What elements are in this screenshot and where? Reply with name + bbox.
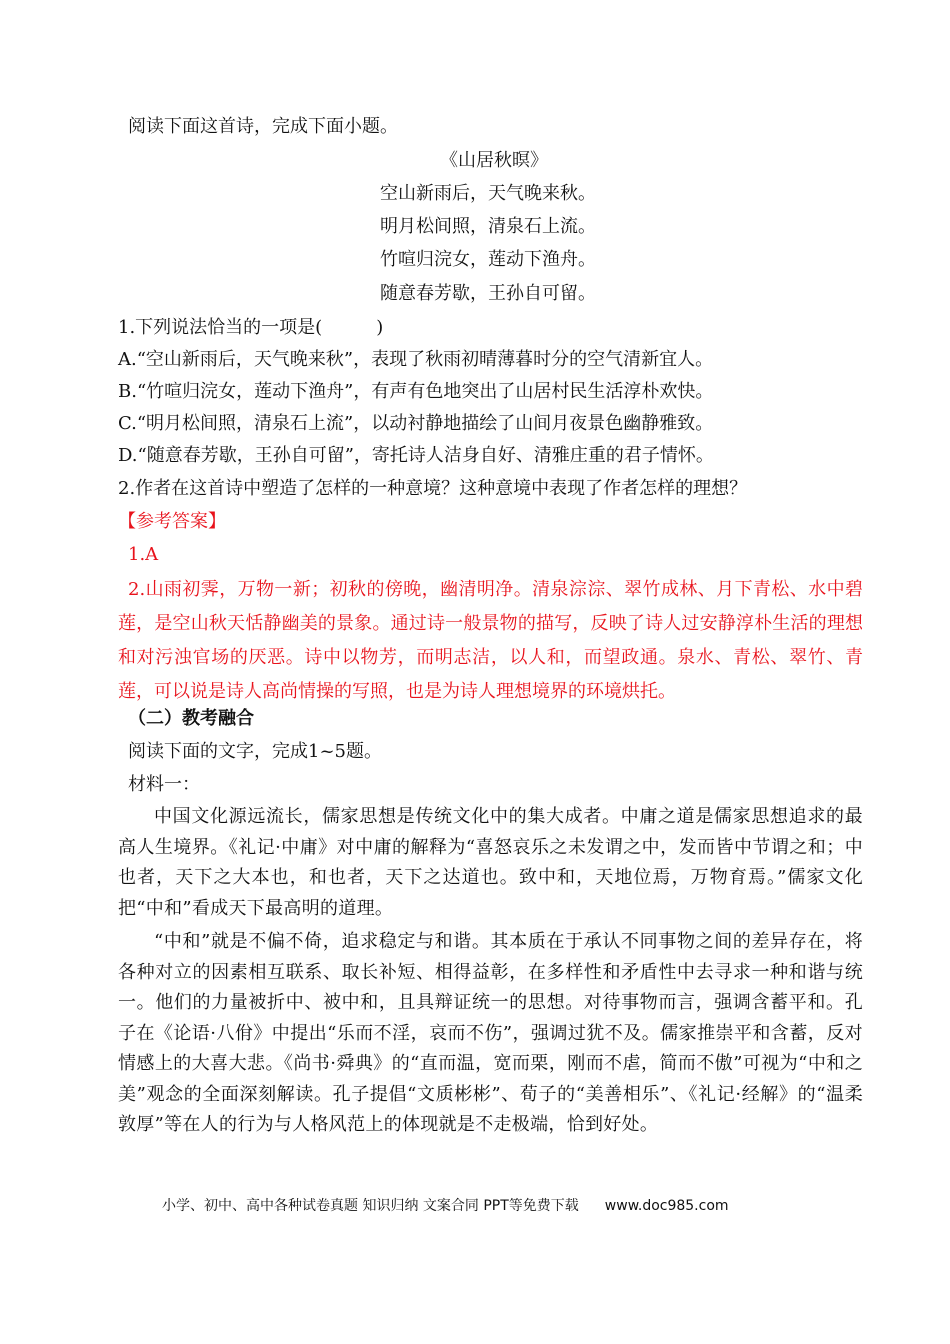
poem-line-2: 明月松间照，清泉石上流。 xyxy=(380,216,596,237)
section-intro: 阅读下面的文字，完成1~5题。 xyxy=(128,741,382,762)
material-paragraph-2: “中和”就是不偏不倚，追求稳定与和谐。其本质在于承认不同事物之间的差异存在，将各种对立的因素相互联系、取长补短、相得益彰，在多样性和矛盾性中去寻求一种和谐与统一。他们的力量被折中、被中和，且具辩证统一的思想。对待事物而言，强调含蓄平和。孔子在《论语·八佾》中提出“乐而不淫，哀而不伤”，强调过犹不及。儒家推崇平和含蓄，反对情感上的大喜大悲。《尚书·舜典》的“直而温，宽而栗，刚而不虐，简而不傲”可视为“中和之美”观念的全面深刻解读。孔子提倡“文质彬彬”、荀子的“美善相乐”、《礼记·经解》的“温柔敦厚”等在人的行为与人格风范上的体现就是不走极端，恰到好处。 xyxy=(118,931,863,1135)
footer-text: 小学、初中、高中各种试卷真题 知识归纳 文案合同 PPT等免费下载 xyxy=(162,1198,579,1214)
question-1-option-a: A.“空山新雨后，天气晚来秋”，表现了秋雨初晴薄暮时分的空气清新宜人。 xyxy=(118,349,714,370)
reading-intro: 阅读下面这首诗，完成下面小题。 xyxy=(128,116,398,137)
page-footer xyxy=(162,1196,729,1216)
section-heading: （二）教考融合 xyxy=(128,708,254,729)
poem-line-4: 随意春芳歇，王孙自可留。 xyxy=(380,283,596,304)
question-1-option-d: D.“随意春芳歇，王孙自可留”，寄托诗人洁身自好、清雅庄重的君子情怀。 xyxy=(118,445,714,466)
poem-line-3: 竹喧归浣女，莲动下渔舟。 xyxy=(380,249,596,270)
poem-title: 《山居秋暝》 xyxy=(440,150,548,171)
answer-1: 1.A xyxy=(128,544,159,565)
answer-2: 2.山雨初霁，万物一新；初秋的傍晚，幽清明净。清泉淙淙、翠竹成林、月下青松、水中碧莲，是空山秋天恬静幽美的景象。通过诗一般景物的描写，反映了诗人过安静淳朴生活的理想和对污浊官场的厌恶。诗中以物芳，而明志洁，以人和，而望政通。泉水、青松、翠竹、青莲，可以说是诗人高尚情操的写照，也是为诗人理想境界的环境烘托。 xyxy=(118,579,863,702)
material-label: 材料一： xyxy=(128,774,200,795)
question-1-stem: 1.下列说法恰当的一项是( ) xyxy=(118,317,384,338)
question-2: 2.作者在这首诗中塑造了怎样的一种意境？这种意境中表现了作者怎样的理想？ xyxy=(118,478,748,499)
footer-url[interactable]: www.doc985.com xyxy=(604,1198,729,1214)
material-paragraph-1: 中国文化源远流长，儒家思想是传统文化中的集大成者。中庸之道是儒家思想追求的最高人生境界。《礼记·中庸》对中庸的解释为“喜怒哀乐之未发谓之中，发而皆中节谓之和；中也者，天下之大本也，和也者，天下之达道也。致中和，天地位焉，万物育焉。”儒家文化把“中和”看成天下最高明的道理。 xyxy=(118,806,863,919)
question-1-option-c: C.“明月松间照，清泉石上流”，以动衬静地描绘了山间月夜景色幽静雅致。 xyxy=(118,413,714,434)
question-1-option-b: B.“竹喧归浣女，莲动下渔舟”，有声有色地突出了山居村民生活淳朴欢快。 xyxy=(118,381,714,402)
poem-line-1: 空山新雨后，天气晚来秋。 xyxy=(380,183,596,204)
answer-heading: 【参考答案】 xyxy=(118,511,226,532)
